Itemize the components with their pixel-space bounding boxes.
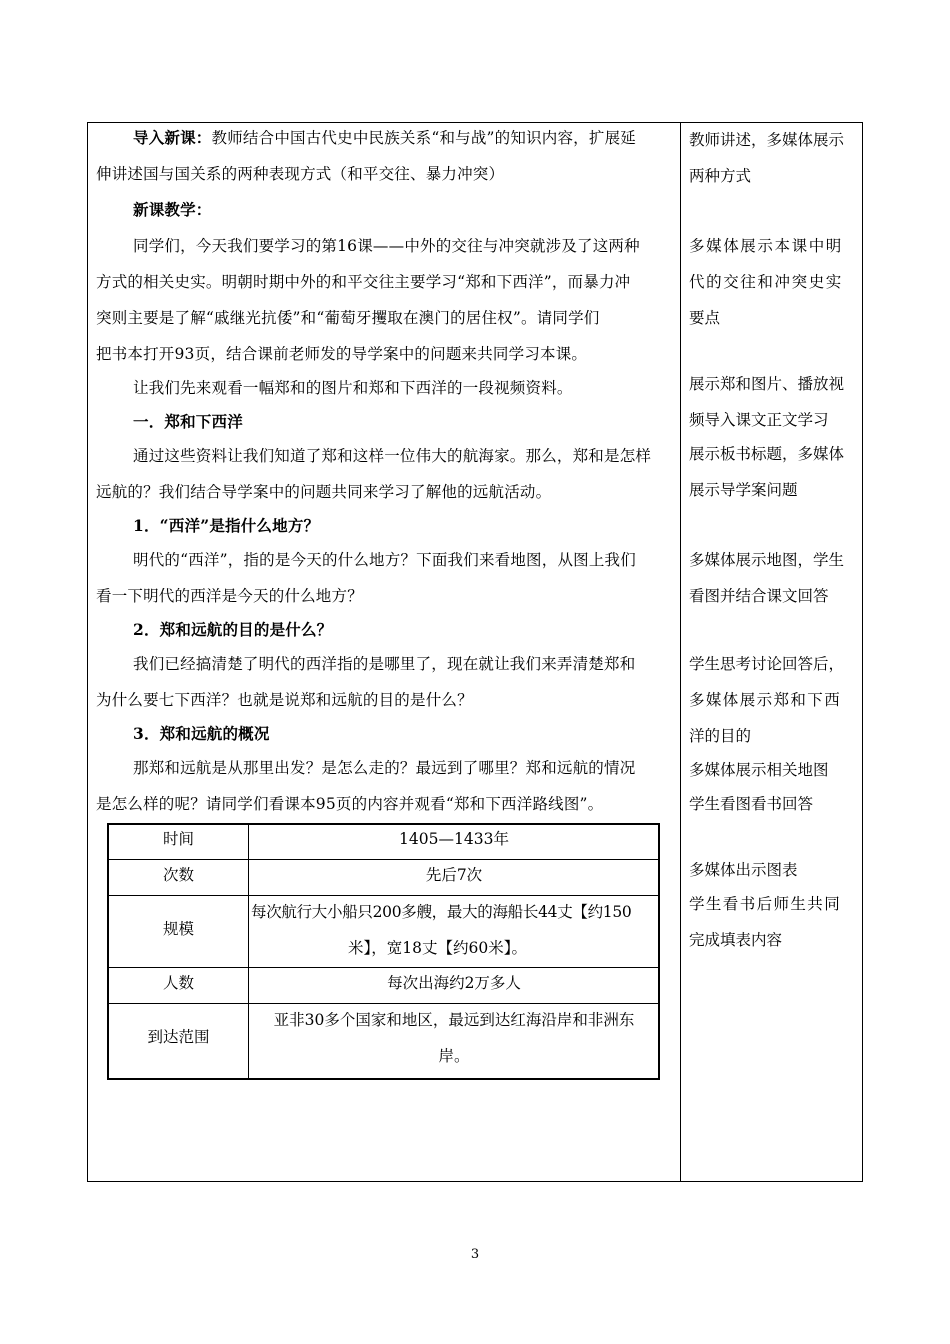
note-5-line4: 多媒体展示相关地图 <box>689 761 829 779</box>
table-rule <box>107 895 660 896</box>
note-3-line3: 展示板书标题，多媒体 <box>689 445 845 463</box>
para6-line2: 是怎么样的呢？请同学们看课本95页的内容并观看“郑和下西洋路线图”。 <box>96 795 604 813</box>
question2-heading: 2．郑和远航的目的是什么？ <box>133 620 333 639</box>
new-lesson-heading: 新课教学： <box>133 200 212 219</box>
table-label-time: 时间 <box>162 830 194 848</box>
note-2-line2: 代的交往和冲突史实 <box>689 273 843 291</box>
para1-line4: 把书本打开93页，结合课前老师发的导学案中的问题来共同学习本课。 <box>96 345 588 363</box>
note-4-line2: 看图并结合课文回答 <box>689 587 829 605</box>
table-value-range-line2: 岸。 <box>438 1047 470 1065</box>
table-label-range: 到达范围 <box>147 1028 210 1046</box>
question3-heading: 3．郑和远航的概况 <box>133 724 270 743</box>
note-5-line1: 学生思考讨论回答后， <box>689 655 845 673</box>
note-6-line2: 学生看书后师生共同 <box>689 895 842 913</box>
note-3-line1: 展示郑和图片、播放视 <box>689 375 845 393</box>
table-value-count: 先后7次 <box>425 866 483 884</box>
table-label-scale: 规模 <box>162 920 194 938</box>
note-5-line3: 洋的目的 <box>689 727 752 745</box>
para3-line2: 远航的？我们结合导学案中的问题共同来学习了解他的远航活动。 <box>96 483 552 501</box>
para3-line1: 通过这些资料让我们知道了郑和这样一位伟大的航海家。那么，郑和是怎样 <box>133 447 652 465</box>
para1-line2: 方式的相关史实。明朝时期中外的和平交往主要学习“郑和下西洋”，而暴力冲 <box>96 273 631 291</box>
note-3-line2: 频导入课文正文学习 <box>689 411 829 429</box>
note-1-line2: 两种方式 <box>689 167 752 185</box>
question1-heading: 1．“西洋”是指什么地方？ <box>133 516 320 535</box>
table-value-scale-line1: 每次航行大小船只200多艘，最大的海船长44丈【约150 <box>251 903 632 921</box>
table-column-rule <box>248 823 249 1080</box>
table-rule <box>107 859 660 860</box>
table-label-count: 次数 <box>162 866 194 884</box>
para2: 让我们先来观看一幅郑和的图片和郑和下西洋的一段视频资料。 <box>133 379 573 397</box>
intro-line <box>133 128 636 148</box>
note-6-line1: 多媒体出示图表 <box>689 861 798 879</box>
para5-line1: 我们已经搞清楚了明代的西洋指的是哪里了，现在就让我们来弄清楚郑和 <box>133 655 636 673</box>
note-2-line3: 要点 <box>689 309 721 327</box>
table-rule <box>107 967 660 968</box>
para1-line3: 突则主要是了解“戚继光抗倭”和“葡萄牙攫取在澳门的居住权”。请同学们 <box>96 309 600 327</box>
note-3-line4: 展示导学案问题 <box>689 481 798 499</box>
table-value-range-line1: 亚非30多个国家和地区，最远到达红海沿岸和非洲东 <box>273 1011 635 1029</box>
table-rule <box>107 1003 660 1004</box>
table-value-scale-line2: 米】，宽18丈【约60米】。 <box>348 939 527 957</box>
note-5-line2: 多媒体展示郑和下西 <box>689 691 842 709</box>
note-1-line1: 教师讲述，多媒体展示 <box>689 131 845 149</box>
table-value-people: 每次出海约2万多人 <box>387 974 521 992</box>
para5-line2: 为什么要七下西洋？也就是说郑和远航的目的是什么？ <box>96 691 473 709</box>
note-6-line3: 完成填表内容 <box>689 931 783 949</box>
intro-text: 教师结合中国古代史中民族关系“和与战”的知识内容，扩展延 <box>211 129 636 147</box>
para4-line2: 看一下明代的西洋是今天的什么地方？ <box>96 587 363 605</box>
column-divider <box>680 122 681 1182</box>
note-2-line1: 多媒体展示本课中明 <box>689 237 843 255</box>
para4-line1: 明代的“西洋”，指的是今天的什么地方？下面我们来看地图，从图上我们 <box>133 551 636 569</box>
intro-text-2: 伸讲述国与国关系的两种表现方式（和平交往、暴力冲突） <box>96 165 505 183</box>
intro-heading: 导入新课： <box>133 128 212 147</box>
note-4-line1: 多媒体展示地图，学生 <box>689 551 845 569</box>
section1-heading: 一．郑和下西洋 <box>133 412 243 431</box>
para6-line1: 那郑和远航是从那里出发？是怎么走的？最远到了哪里？郑和远航的情况 <box>133 759 636 777</box>
table-value-time: 1405—1433年 <box>399 830 509 848</box>
para1-line1: 同学们，今天我们要学习的第16课——中外的交往与冲突就涉及了这两种 <box>133 237 640 255</box>
note-5-line5: 学生看图看书回答 <box>689 795 814 813</box>
page-number: 3 <box>470 1247 480 1262</box>
table-label-people: 人数 <box>162 974 194 992</box>
